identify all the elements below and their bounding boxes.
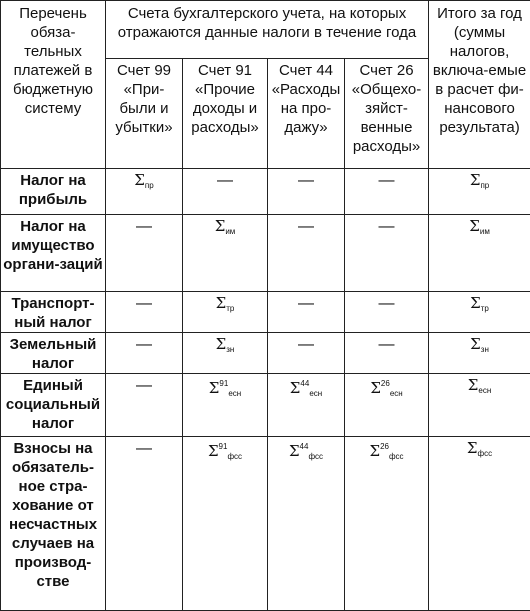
total-cell — [429, 169, 530, 215]
sum-symbol — [216, 296, 235, 316]
tax-subscript: фсс — [308, 452, 323, 461]
payment-name: Налог на прибыль — [1, 169, 106, 215]
table-cell — [106, 215, 183, 292]
payment-name: Земельный налог — [1, 333, 106, 374]
account-superscript: 26 — [380, 442, 389, 451]
header-total: Итого за год (суммы налогов, включа-емые в расчет фи-нансового результата) — [429, 1, 530, 169]
tax-subscript: пр — [145, 181, 154, 190]
empty-dash: — — [136, 295, 152, 312]
sigma-glyph: Σ — [134, 171, 145, 189]
table-cell — [268, 215, 345, 292]
empty-dash: — — [298, 336, 314, 353]
table-cell — [106, 169, 183, 215]
table-cell — [268, 437, 345, 611]
sum-symbol — [470, 296, 489, 316]
tax-subscript: фсс — [227, 452, 242, 461]
header-payments: Перечень обяза-тельных платежей в бюджетную систему — [1, 1, 106, 169]
empty-dash: — — [217, 172, 233, 189]
table-row — [1, 333, 530, 374]
tax-subscript: фсс — [389, 452, 404, 461]
table-cell — [106, 292, 183, 333]
sigma-glyph: Σ — [290, 379, 301, 397]
empty-dash: — — [379, 172, 395, 189]
total-cell — [429, 333, 530, 374]
table-cell — [268, 169, 345, 215]
account-superscript: 44 — [300, 379, 309, 388]
payment-name: Взносы на обязатель-ное стра-хование от несчастных случаев на производ-стве — [1, 437, 106, 611]
sum-symbol — [290, 376, 322, 401]
table-row — [1, 437, 530, 611]
table-row — [1, 215, 530, 292]
table-cell — [106, 374, 183, 437]
account-name: «Прочие доходы и расходы» — [185, 80, 265, 137]
payment-name: Единый социальный налог — [1, 374, 106, 437]
sigma-glyph: Σ — [369, 442, 380, 460]
sigma-glyph: Σ — [216, 335, 227, 353]
sigma-glyph: Σ — [215, 217, 226, 235]
account-superscript: 26 — [381, 379, 390, 388]
sum-symbol — [468, 378, 491, 398]
tax-subscript: есн — [478, 386, 491, 395]
empty-dash: — — [136, 440, 152, 457]
tax-subscript: фсс — [478, 449, 493, 458]
account-superscript: 91 — [219, 379, 228, 388]
sigma-glyph: Σ — [370, 379, 381, 397]
sigma-glyph: Σ — [289, 442, 300, 460]
tax-subscript: тр — [481, 304, 489, 313]
tax-subscript: пр — [480, 181, 489, 190]
sigma-glyph: Σ — [470, 335, 481, 353]
tax-subscript: есн — [309, 389, 322, 398]
sum-symbol — [289, 439, 323, 464]
account-code: Счет 44 — [270, 61, 342, 80]
table-cell — [345, 169, 429, 215]
empty-dash: — — [136, 218, 152, 235]
tax-subscript: зн — [481, 345, 489, 354]
total-cell — [429, 374, 530, 437]
account-name: «При-были и убытки» — [108, 80, 180, 137]
empty-dash: — — [379, 218, 395, 235]
header-accounts-group: Счета бухгалтерского учета, на которых отражаются данные налоги в течение года — [106, 1, 429, 59]
sigma-glyph: Σ — [208, 442, 219, 460]
account-code: Счет 91 — [185, 61, 265, 80]
table-cell — [183, 374, 268, 437]
empty-dash: — — [298, 218, 314, 235]
sigma-glyph: Σ — [216, 294, 227, 312]
account-code: Счет 99 — [108, 61, 180, 80]
table-cell — [268, 333, 345, 374]
sigma-glyph: Σ — [469, 217, 480, 235]
table-cell — [183, 292, 268, 333]
sum-symbol — [215, 219, 236, 239]
empty-dash: — — [298, 172, 314, 189]
empty-dash: — — [136, 377, 152, 394]
sigma-glyph: Σ — [467, 439, 478, 457]
table-cell — [183, 437, 268, 611]
sum-symbol — [209, 376, 241, 401]
table-cell — [345, 333, 429, 374]
header-account-99 — [106, 59, 183, 169]
payment-name: Налог на имущество органи-заций — [1, 215, 106, 292]
empty-dash: — — [379, 295, 395, 312]
header-account-26 — [345, 59, 429, 169]
sum-symbol — [370, 376, 402, 401]
tax-subscript: тр — [226, 304, 234, 313]
account-name: «Общехо-зяйст-венные расходы» — [347, 80, 426, 156]
table-cell — [268, 292, 345, 333]
tax-subscript: им — [480, 227, 490, 236]
header-account-44 — [268, 59, 345, 169]
tax-subscript: есн — [228, 389, 241, 398]
table-cell — [268, 374, 345, 437]
account-name: «Расходы на про-дажу» — [270, 80, 342, 137]
table-cell — [106, 333, 183, 374]
sigma-glyph: Σ — [470, 171, 481, 189]
table-cell — [183, 215, 268, 292]
tax-subscript: есн — [390, 389, 403, 398]
header-account-91 — [183, 59, 268, 169]
sum-symbol — [208, 439, 242, 464]
sum-symbol — [469, 219, 490, 239]
tax-subscript: им — [225, 227, 235, 236]
table-cell — [345, 374, 429, 437]
sum-symbol — [467, 441, 492, 461]
account-code: Счет 26 — [347, 61, 426, 80]
table-cell — [345, 437, 429, 611]
sum-symbol — [369, 439, 403, 464]
account-superscript: 44 — [300, 442, 309, 451]
tax-subscript: зн — [226, 345, 234, 354]
table-cell — [345, 292, 429, 333]
sum-symbol — [134, 173, 153, 193]
sigma-glyph: Σ — [468, 376, 479, 394]
sum-symbol — [470, 173, 489, 193]
total-cell — [429, 215, 530, 292]
table-cell — [183, 333, 268, 374]
total-cell — [429, 437, 530, 611]
total-cell — [429, 292, 530, 333]
table-cell — [183, 169, 268, 215]
sigma-glyph: Σ — [209, 379, 220, 397]
table-cell — [106, 437, 183, 611]
account-superscript: 91 — [219, 442, 228, 451]
empty-dash: — — [379, 336, 395, 353]
sigma-glyph: Σ — [470, 294, 481, 312]
payment-name: Транспорт-ный налог — [1, 292, 106, 333]
table-cell — [345, 215, 429, 292]
empty-dash: — — [136, 336, 152, 353]
table-row — [1, 374, 530, 437]
table-row — [1, 292, 530, 333]
empty-dash: — — [298, 295, 314, 312]
sum-symbol — [470, 337, 489, 357]
table-row — [1, 169, 530, 215]
sum-symbol — [216, 337, 235, 357]
